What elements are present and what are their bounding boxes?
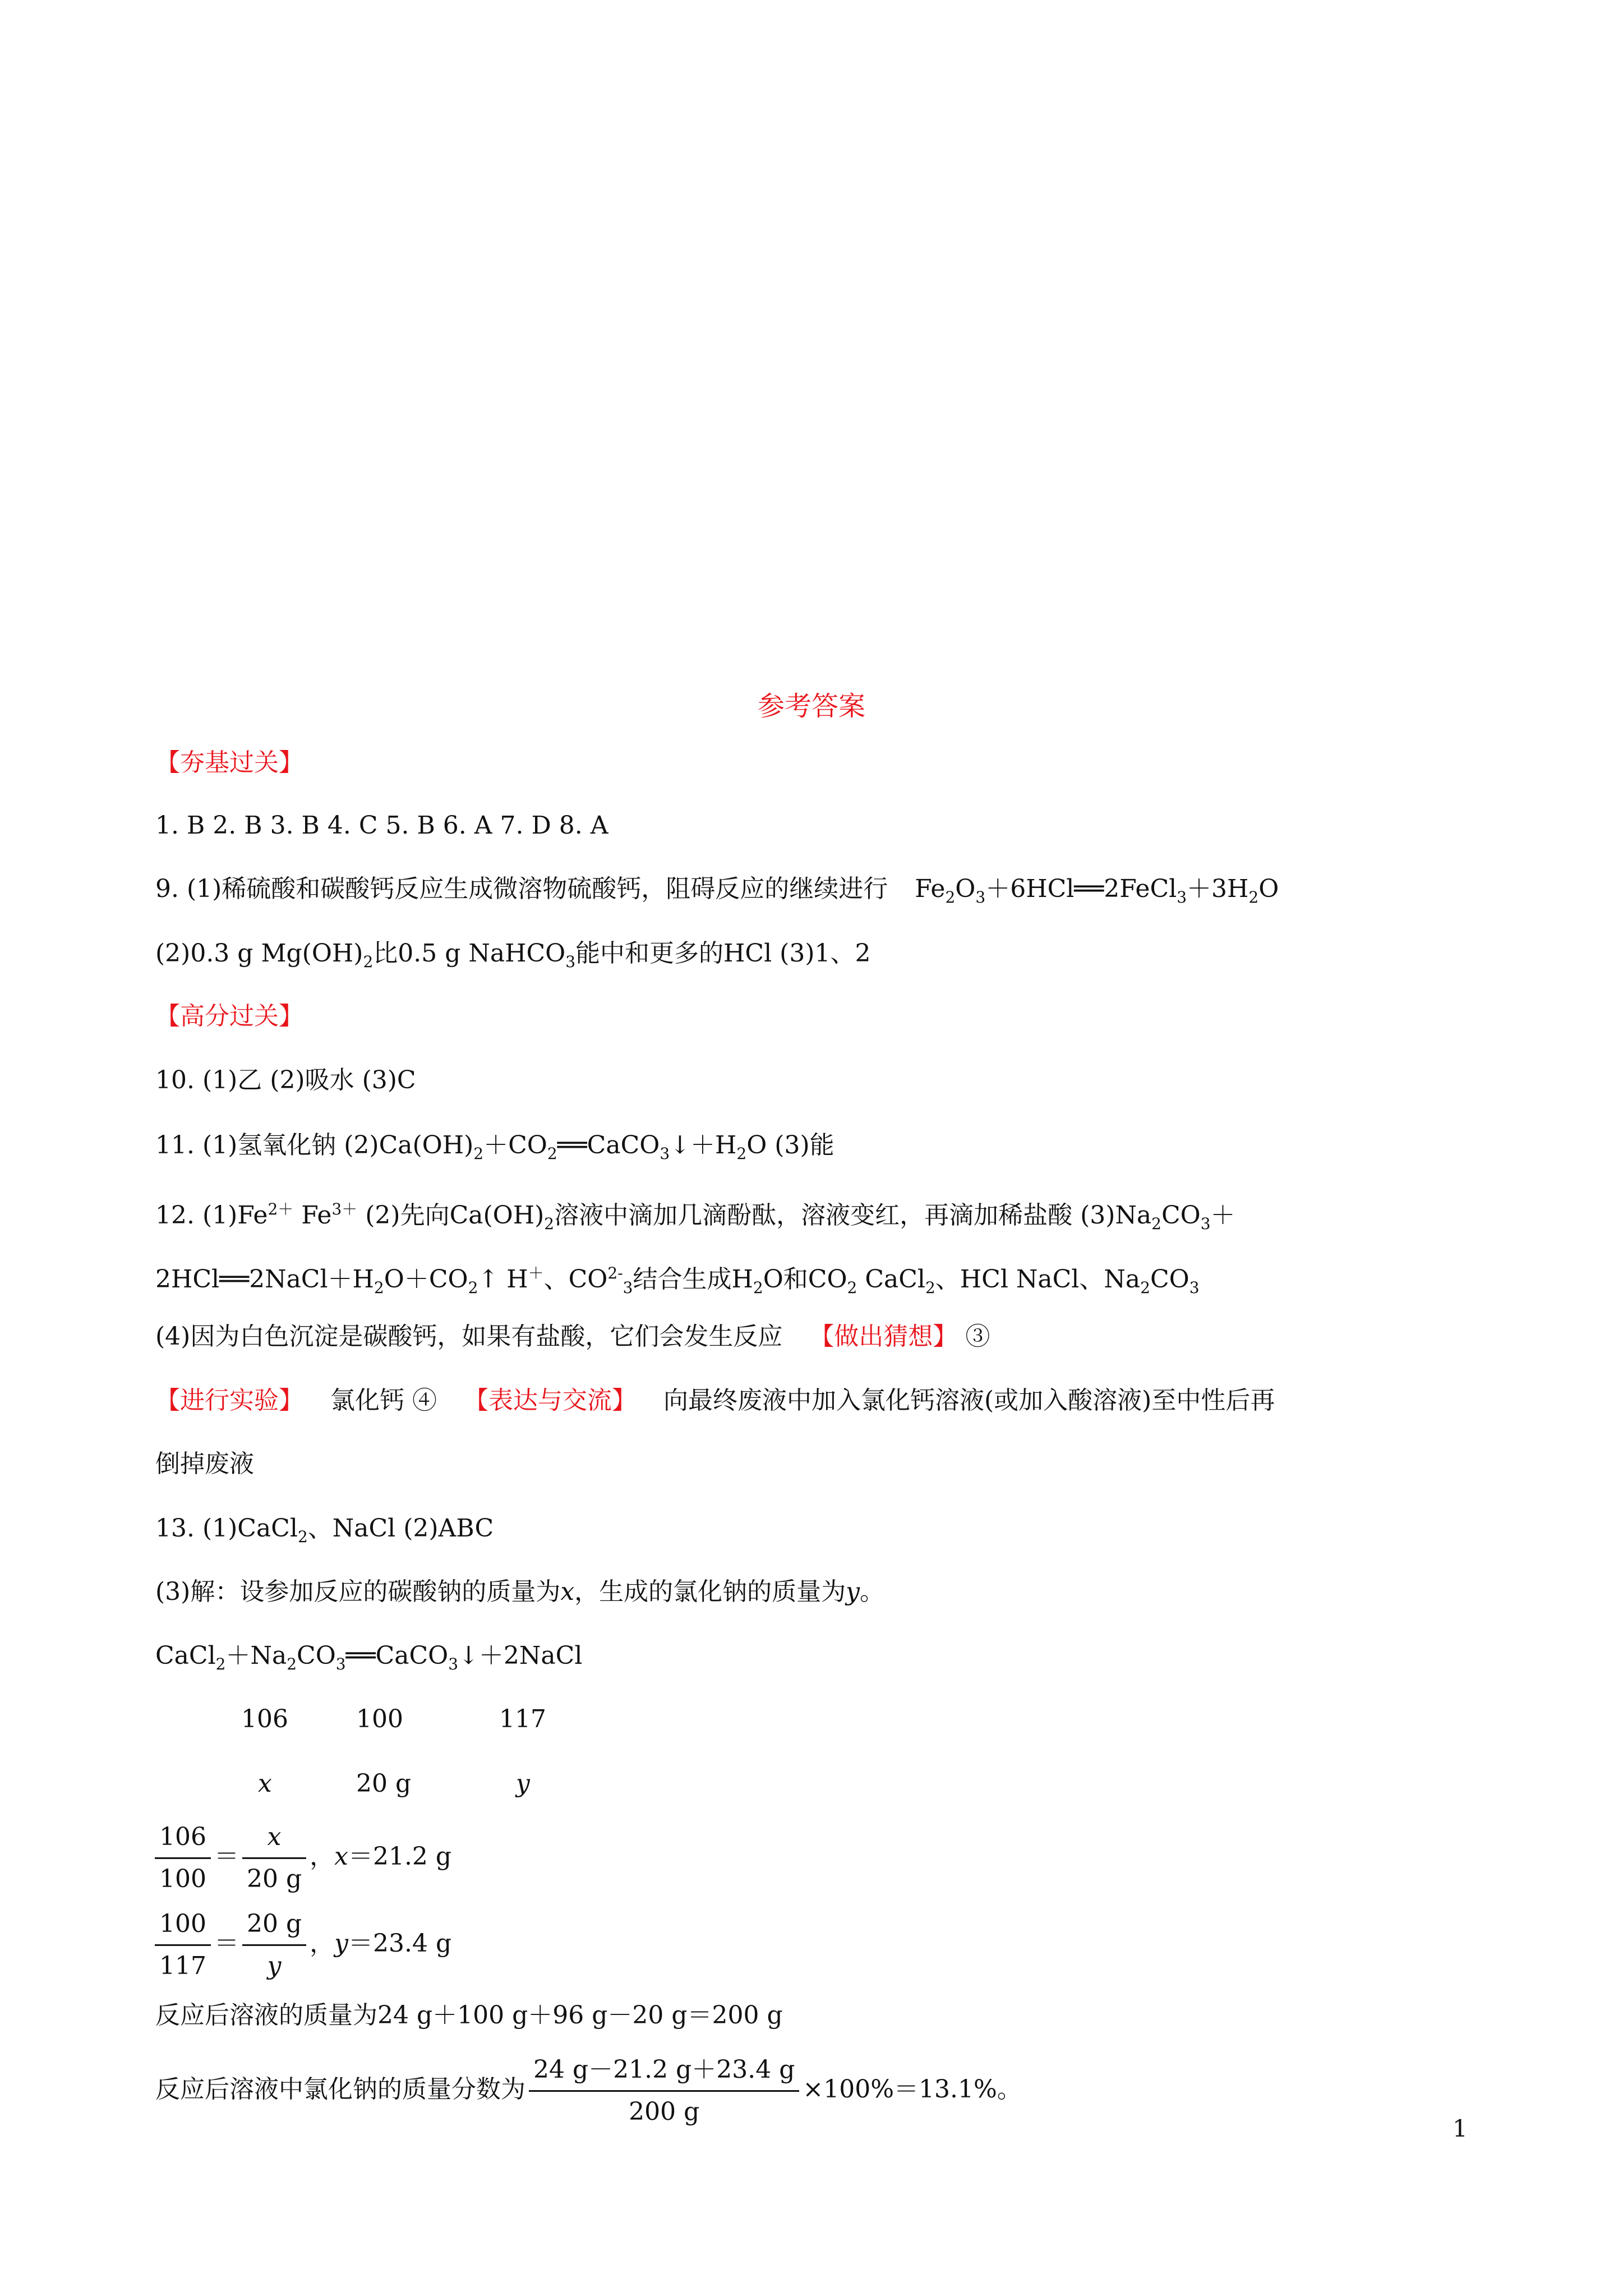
- answer-line-12a: 12. $(1)Fe^{2+}$ $Fe^{3+}$ (2)先向$Ca(OH)_2$溶液中滴加几滴酚酞，溶液变红，再滴加稀盐酸 $(3)Na_2CO_3+$: [155, 1200, 1235, 1233]
- unknown-x: x: [258, 1769, 272, 1798]
- answer-line-1-8: 1. B 2. B 3. B 4. C 5. B 6. A 7. D 8. A: [155, 811, 608, 840]
- answer-line-11: 11. (1)氢氧化钠 $(2)Ca(OH)_2+CO_2══CaCO_3↓+H_2O$ (3)能: [155, 1131, 834, 1163]
- page-title: 参考答案: [757, 691, 865, 722]
- solution-mass-line: 反应后溶液的质量为24 g＋100 g＋96 g－20 g＝200 g: [155, 2001, 783, 2030]
- answer-line-13a: 13. (1)CaCl$_2$、NaCl (2)ABC: [155, 1514, 494, 1546]
- mass-20g: 20 g: [356, 1769, 412, 1798]
- unknown-y: y: [516, 1769, 530, 1798]
- chemical-equation: $CaCl_2+Na_2CO_3══CaCO_3↓+2NaCl$: [155, 1641, 583, 1673]
- answer-line-12b: $2HCl══2NaCl+H_2O+CO_2↑$ H＋、$CO^{2-}_3$结合生成$H_2O$和$CO_2$ CaCl$_2$、HCl NaCl、$Na_2CO_3$: [155, 1264, 1200, 1297]
- answer-line-12d: 【进行实验】 氯化钙 ④ 【表达与交流】 向最终废液中加入氯化钙溶液(或加入酸溶液)至中性后再: [155, 1386, 1275, 1415]
- section-heading-advanced: 【高分过关】: [155, 1002, 303, 1030]
- molar-mass-106: 106: [241, 1705, 288, 1733]
- answer-line-9a: 9. (1)稀硫酸和碳酸钙反应生成微溶物硫酸钙，阻碍反应的继续进行 $Fe_2O_3+6HCl══2FeCl_3+3H_2O$: [155, 875, 1279, 907]
- answer-line-12e: 倒掉废液: [155, 1450, 254, 1478]
- answer-line-9b: (2)0.3 g $Mg(OH)_2$比0.5 g NaHCO$_3$能中和更多的HCl (3)1、2: [155, 939, 871, 971]
- answer-line-13b: (3)解：设参加反应的碳酸钠的质量为x，生成的氯化钠的质量为y。: [155, 1577, 885, 1606]
- proportion-y: $\frac{100}{117}$ ＝ $\frac{20 g}{y}$ ，y＝23.4 g: [151, 1907, 451, 1983]
- answer-line-12c: (4)因为白色沉淀是碳酸钙，如果有盐酸，它们会发生反应 【做出猜想】 ③: [155, 1322, 990, 1351]
- section-heading-basic: 【夯基过关】: [155, 748, 303, 777]
- molar-mass-117: 117: [499, 1705, 546, 1733]
- page-number: 1: [1453, 2115, 1468, 2142]
- molar-mass-100: 100: [356, 1705, 403, 1733]
- answer-line-10: 10. (1)乙 (2)吸水 (3)C: [155, 1066, 416, 1094]
- proportion-x: $\frac{106}{100}$ ＝ $\frac{x}{20 g}$ ，x＝21.2 g: [151, 1820, 451, 1896]
- mass-fraction-line: 反应后溶液中氯化钠的质量分数为 $\frac{24 g-21.2 g+23.4 g}{200 g}$ ×100%＝13.1%。: [155, 2053, 1022, 2129]
